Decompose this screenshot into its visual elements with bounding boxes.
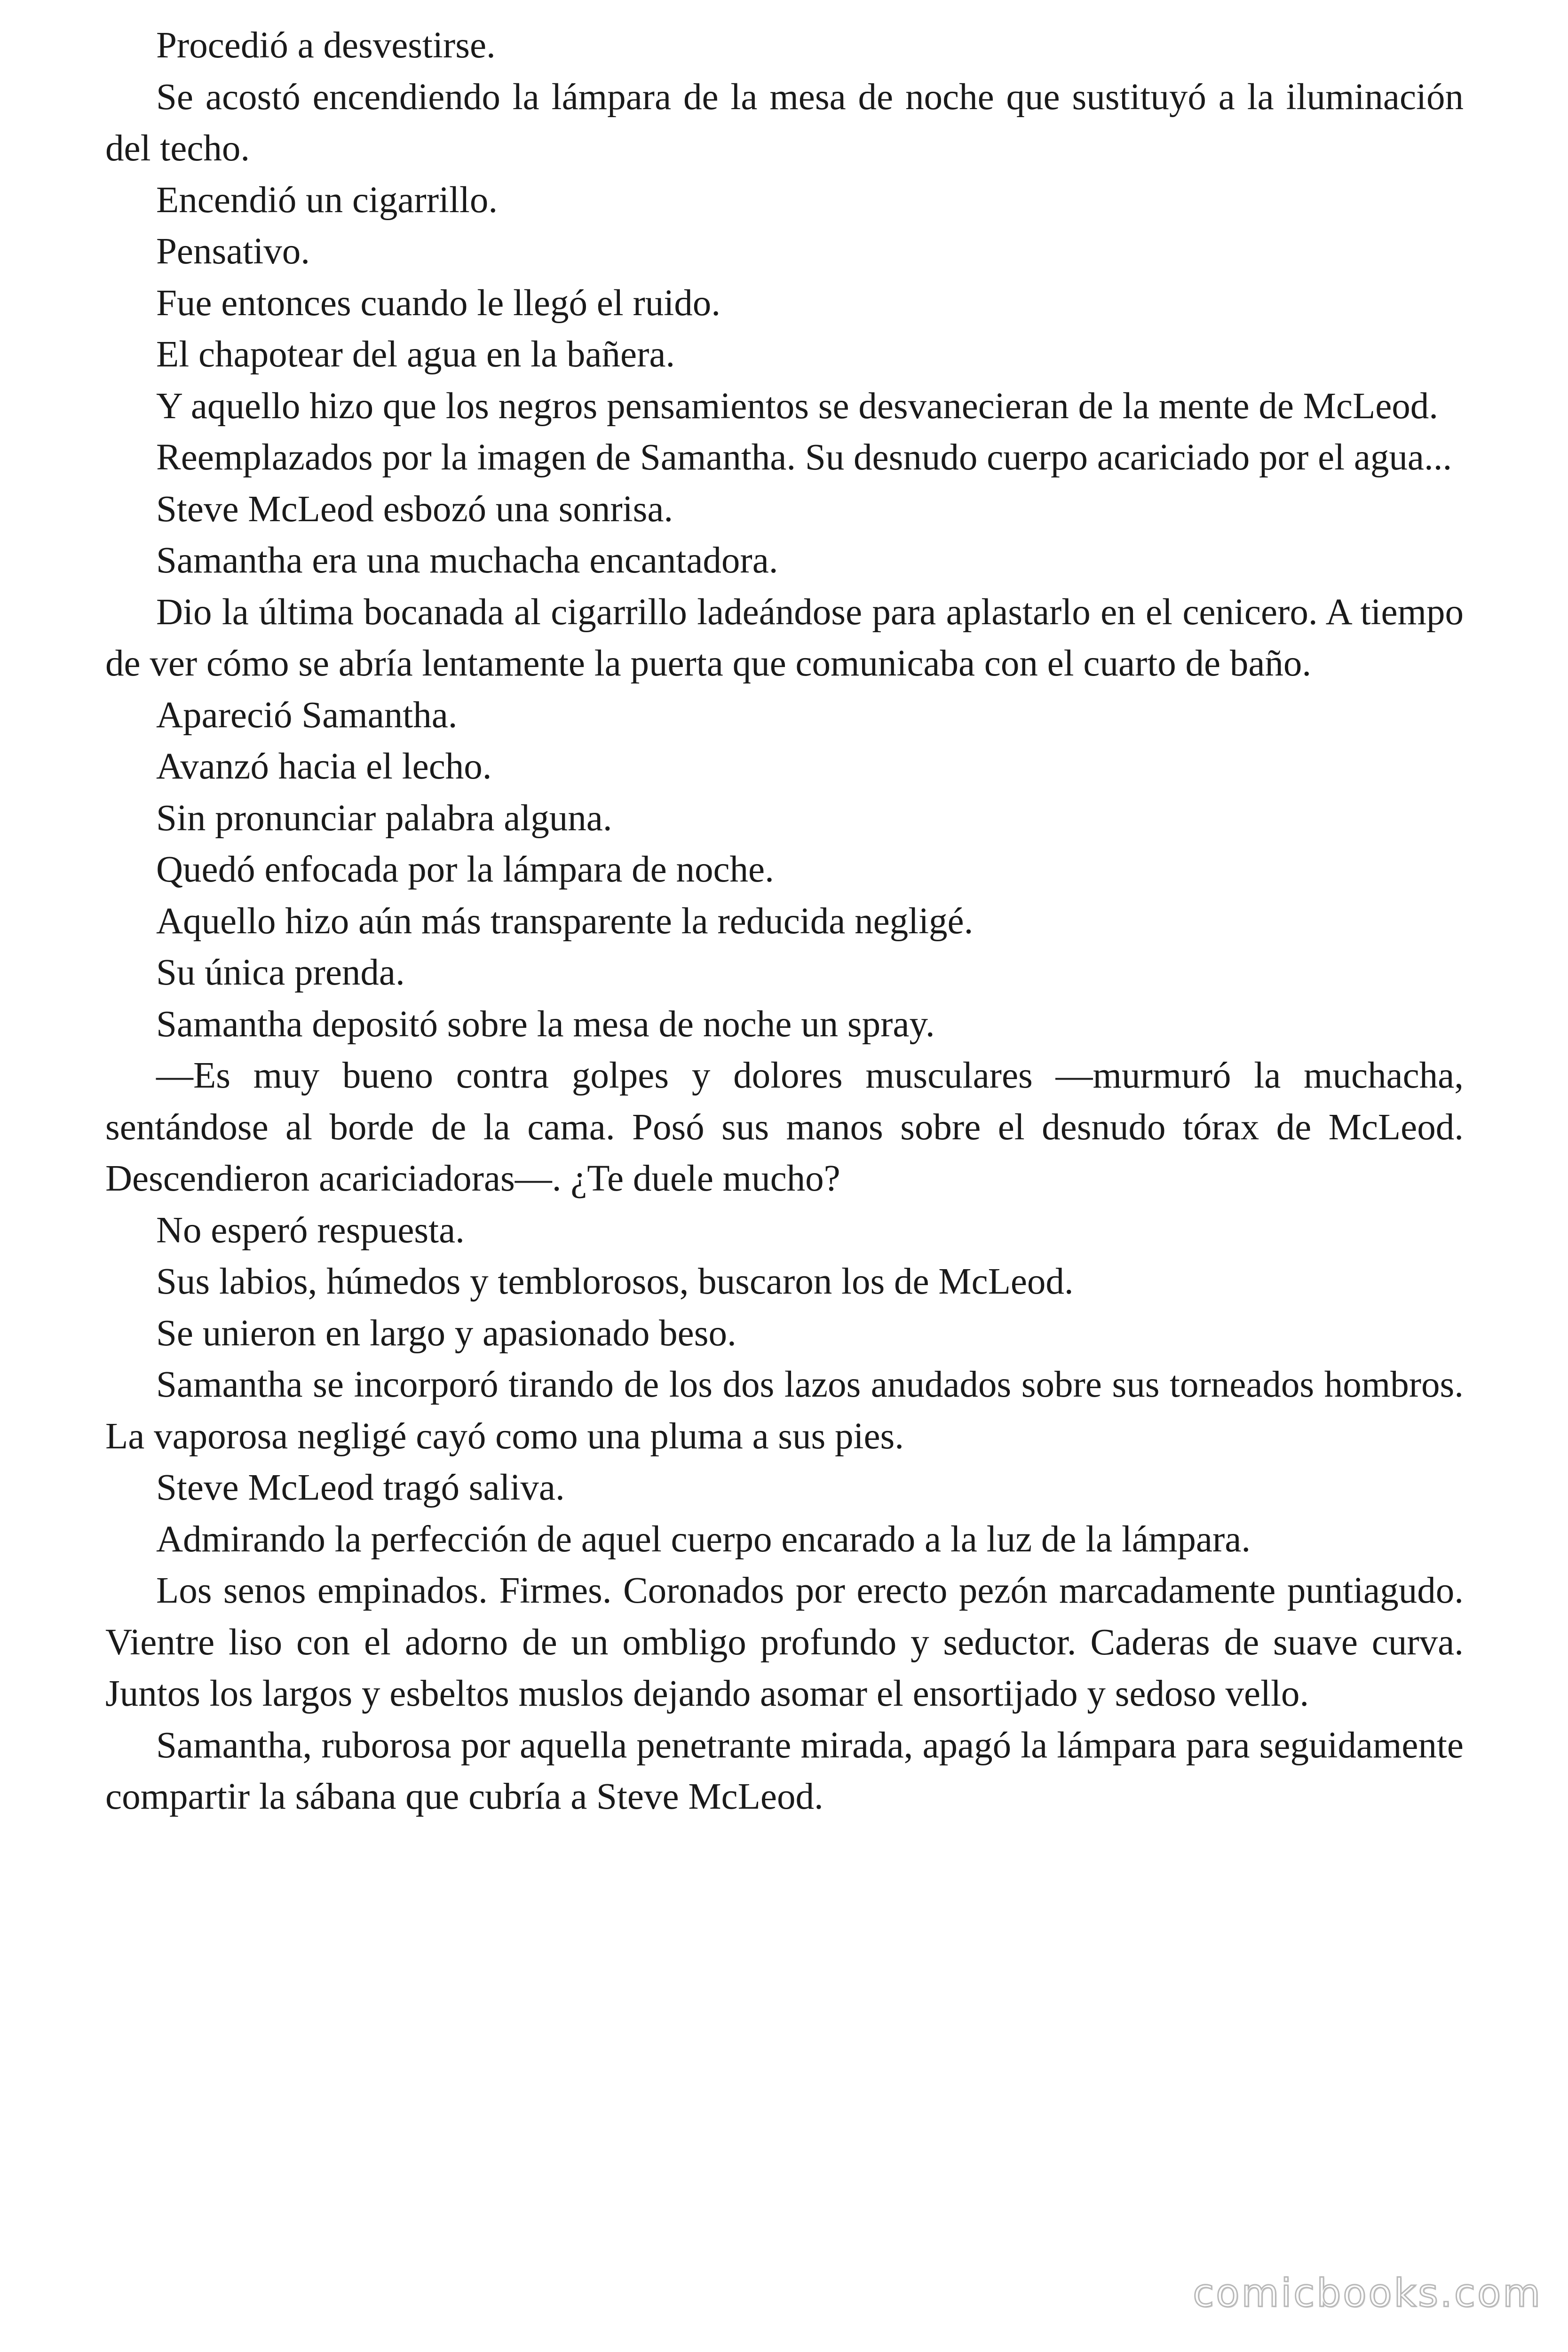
paragraph: Samantha depositó sobre la mesa de noche un spray.: [156, 1003, 935, 1045]
paragraph: Admirando la perfección de aquel cuerpo encarado a la luz de la lámpara.: [156, 1518, 1251, 1560]
paragraph: Samantha era una muchacha encantadora.: [156, 540, 778, 581]
paragraph: —Es muy bueno contra golpes y dolores musculares —murmuró la muchacha, sentándose al borde de la cama. Posó sus manos sobre el desnudo tórax de McLeod. Descendieron acariciadoras—. ¿Te duele mucho?: [105, 1055, 1464, 1199]
paragraph: No esperó respuesta.: [156, 1209, 465, 1251]
paragraph: Reemplazados por la imagen de Samantha. Su desnudo cuerpo acariciado por el agua...: [156, 437, 1452, 478]
paragraph: Se acostó encendiendo la lámpara de la mesa de noche que sustituyó a la iluminación del techo.: [105, 76, 1464, 169]
paragraph: Sin pronunciar palabra alguna.: [156, 797, 612, 839]
paragraph: Dio la última bocanada al cigarrillo ladeándose para aplastarlo en el cenicero. A tiempo de ver cómo se abría lentamente la puerta que comunicaba con el cuarto de baño.: [105, 591, 1464, 684]
watermark: comicbooks.com: [1193, 2271, 1542, 2316]
paragraph: Y aquello hizo que los negros pensamientos se desvanecieran de la mente de McLeod.: [156, 385, 1439, 427]
paragraph: Sus labios, húmedos y temblorosos, buscaron los de McLeod.: [156, 1261, 1074, 1302]
paragraph: Los senos empinados. Firmes. Coronados por erecto pezón marcadamente puntiagudo. Vientre liso con el adorno de un ombligo profundo y seductor. Caderas de suave curva. Juntos los largos y esbeltos muslos dejando asomar el ensortijado y sedoso vello.: [105, 1570, 1464, 1714]
body-text: [105, 20, 1464, 1823]
paragraph: Samantha, ruborosa por aquella penetrante mirada, apagó la lámpara para seguidamente compartir la sábana que cubría a Steve McLeod.: [105, 1724, 1464, 1817]
paragraph: Pensativo.: [156, 231, 310, 272]
paragraph: Aquello hizo aún más transparente la reducida negligé.: [156, 900, 974, 942]
paragraph: Se unieron en largo y apasionado beso.: [156, 1312, 736, 1354]
paragraph: Apareció Samantha.: [156, 694, 458, 736]
paragraph: Samantha se incorporó tirando de los dos lazos anudados sobre sus torneados hombros. La vaporosa negligé cayó como una pluma a sus pies.: [105, 1364, 1464, 1457]
paragraph: Quedó enfocada por la lámpara de noche.: [156, 849, 774, 890]
paragraph: Avanzó hacia el lecho.: [156, 746, 492, 787]
paragraph: El chapotear del agua en la bañera.: [156, 334, 675, 375]
paragraph: Steve McLeod tragó saliva.: [156, 1467, 565, 1508]
paragraph: Su única prenda.: [156, 952, 405, 993]
paragraph: Encendió un cigarrillo.: [156, 179, 498, 221]
paragraph: Fue entonces cuando le llegó el ruido.: [156, 282, 721, 324]
paragraph: Steve McLeod esbozó una sonrisa.: [156, 488, 673, 530]
paragraph: Procedió a desvestirse.: [156, 25, 496, 66]
